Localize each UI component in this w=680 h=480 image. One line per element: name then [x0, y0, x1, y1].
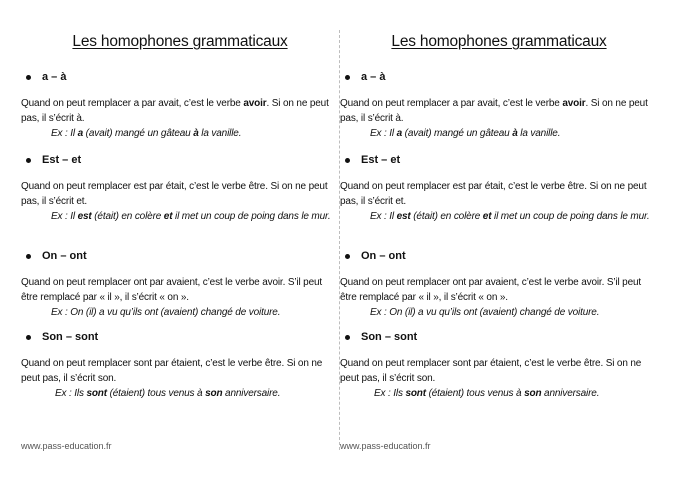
- heading-text: On – ont: [42, 250, 87, 262]
- section-heading: [21, 153, 339, 167]
- example-text: Ex : Ils sont (étaient) tous venus à son anniversaire.: [55, 388, 281, 399]
- bullet-icon: [345, 75, 350, 80]
- bullet-icon: [26, 75, 31, 80]
- worksheet-right: [340, 0, 658, 480]
- example-text: Ex : Il a (avait) mangé un gâteau à la vanille.: [51, 128, 242, 139]
- example-text: Ex : On (il) a vu qu’ils ont (avaient) changé de voiture.: [370, 307, 600, 318]
- example-text: Ex : Il a (avait) mangé un gâteau à la vanille.: [370, 128, 561, 139]
- section-heading: [21, 70, 339, 84]
- bullet-icon: [345, 335, 350, 340]
- heading-text: Son – sont: [42, 331, 99, 343]
- example-text: Ex : Il est (était) en colère et il met un coup de poing dans le mur.: [51, 211, 331, 222]
- section-heading: [340, 330, 658, 344]
- rule-text: Quand on peut remplacer a par avait, c’est le verbe avoir. Si on ne peut pas, il s’écrit à.: [21, 98, 329, 124]
- section-heading: [340, 249, 658, 263]
- footer-url: www.pass-education.fr: [340, 441, 431, 451]
- section-a-a: [21, 70, 339, 141]
- footer-url: www.pass-education.fr: [21, 441, 112, 451]
- section-on-ont: [21, 249, 339, 320]
- heading-text: Est – et: [42, 154, 82, 166]
- rule-text: Quand on peut remplacer ont par avaient, c’est le verbe avoir. S’il peut être remplacé par « il », il s’écrit « on ».: [340, 277, 642, 303]
- heading-text: On – ont: [361, 250, 406, 262]
- bullet-icon: [26, 254, 31, 259]
- section-on-ont: [340, 249, 658, 320]
- heading-text: a – à: [42, 71, 67, 83]
- example-text: Ex : Ils sont (étaient) tous venus à son anniversaire.: [374, 388, 600, 399]
- page-title: Les homophones grammaticaux: [391, 33, 607, 50]
- section-est-et: [340, 153, 658, 224]
- rule-text: Quand on peut remplacer sont par étaient, c’est le verbe être. Si on ne peut pas, il s’écrit son.: [340, 358, 642, 384]
- bullet-icon: [26, 158, 31, 163]
- rule-text: Quand on peut remplacer est par était, c’est le verbe être. Si on ne peut pas, il s’écrit et.: [340, 181, 647, 207]
- bullet-icon: [345, 254, 350, 259]
- rule-text: Quand on peut remplacer a par avait, c’est le verbe avoir. Si on ne peut pas, il s’écrit à.: [340, 98, 648, 124]
- section-est-et: [21, 153, 339, 224]
- section-heading: [21, 330, 339, 344]
- bullet-icon: [345, 158, 350, 163]
- section-a-a: [340, 70, 658, 141]
- section-heading: [21, 249, 339, 263]
- rule-text: Quand on peut remplacer est par était, c’est le verbe être. Si on ne peut pas, il s’écrit et.: [21, 181, 328, 207]
- example-text: Ex : On (il) a vu qu’ils ont (avaient) changé de voiture.: [51, 307, 281, 318]
- rule-text: Quand on peut remplacer ont par avaient, c’est le verbe avoir. S’il peut être remplacé par « il », il s’écrit « on ».: [21, 277, 323, 303]
- page-title: Les homophones grammaticaux: [72, 33, 288, 50]
- worksheet-left: [21, 0, 339, 480]
- heading-text: a – à: [361, 71, 386, 83]
- section-heading: [340, 70, 658, 84]
- section-son-sont: [340, 330, 658, 401]
- section-heading: [340, 153, 658, 167]
- heading-text: Son – sont: [361, 331, 418, 343]
- section-son-sont: [21, 330, 339, 401]
- bullet-icon: [26, 335, 31, 340]
- heading-text: Est – et: [361, 154, 401, 166]
- example-text: Ex : Il est (était) en colère et il met un coup de poing dans le mur.: [370, 211, 650, 222]
- rule-text: Quand on peut remplacer sont par étaient, c’est le verbe être. Si on ne peut pas, il s’écrit son.: [21, 358, 323, 384]
